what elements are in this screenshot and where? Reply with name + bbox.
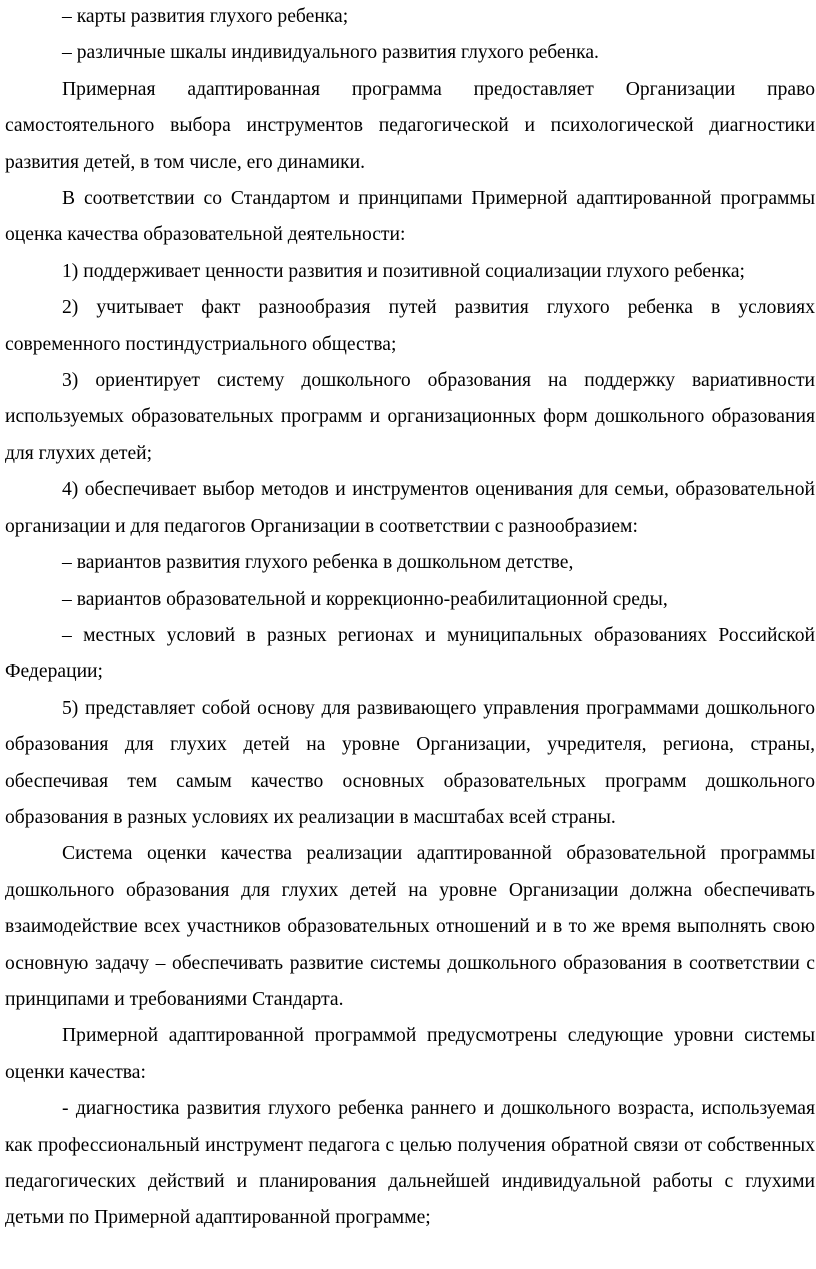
- paragraph-variant-environment: – вариантов образовательной и коррекционно-реабилитационной среды,: [62, 588, 668, 610]
- paragraph-quality-system: Система оценки качества реализации адаптированной образовательной программы дошкольного образования для глухих детей на уровне Организации должна обеспечивать взаимодействие всех участников образовательных отношений и в то же время выполнять свою основную задачу – обеспечивать развитие системы дошкольного образования в соответствии с принципами и требованиями Стандарта.: [5, 843, 815, 1010]
- paragraph-quality-levels: Примерной адаптированной программой предусмотрены следующие уровни системы оценки качества:: [5, 1025, 815, 1083]
- document-body: [5, 0, 815, 1237]
- paragraph-variant-development: – вариантов развития глухого ребенка в дошкольном детстве,: [62, 552, 574, 574]
- paragraph-point-4: 4) обеспечивает выбор методов и инструментов оценивания для семьи, образовательной организации и для педагогов Организации в соответствии с разнообразием:: [5, 479, 815, 537]
- paragraph-program-provides-choice: Примерная адаптированная программа предоставляет Организации право самостоятельного выбора инструментов педагогической и психологической диагностики развития детей, в том числе, его динамики.: [5, 78, 815, 173]
- paragraph-point-1: 1) поддерживает ценности развития и позитивной социализации глухого ребенка;: [62, 260, 745, 282]
- paragraph-local-conditions: – местных условий в разных регионах и муниципальных образованиях Российской Федерации;: [5, 624, 815, 683]
- paragraph-point-5: 5) представляет собой основу для развивающего управления программами дошкольного образования для глухих детей на уровне Организации, учредителя, региона, страны, обеспечивая тем самым качество основных образовательных программ дошкольного образования в разных условиях их реализации в масштабах всей страны.: [5, 697, 815, 828]
- paragraph-point-3: 3) ориентирует систему дошкольного образования на поддержку вариативности используемых образовательных программ и организационных форм дошкольного образования для глухих детей;: [5, 370, 815, 464]
- paragraph-list-item-development-maps: – карты развития глухого ребенка;: [62, 6, 349, 27]
- paragraph-point-2: 2) учитывает факт разнообразия путей развития глухого ребенка в условиях современного постиндустриального общества;: [5, 297, 815, 355]
- paragraph-list-item-development-scales: – различные шкалы индивидуального развития глухого ребенка.: [62, 42, 599, 64]
- paragraph-diagnostics-level: - диагностика развития глухого ребенка раннего и дошкольного возраста, используемая как профессиональный инструмент педагога с целью получения обратной связи от собственных педагогических действий и планирования дальнейшей индивидуальной работы с глухими детьми по Примерной адаптированной программе;: [5, 1098, 815, 1229]
- paragraph-quality-assessment-intro: В соответствии со Стандартом и принципами Примерной адаптированной программы оценка качества образовательной деятельности:: [5, 188, 815, 246]
